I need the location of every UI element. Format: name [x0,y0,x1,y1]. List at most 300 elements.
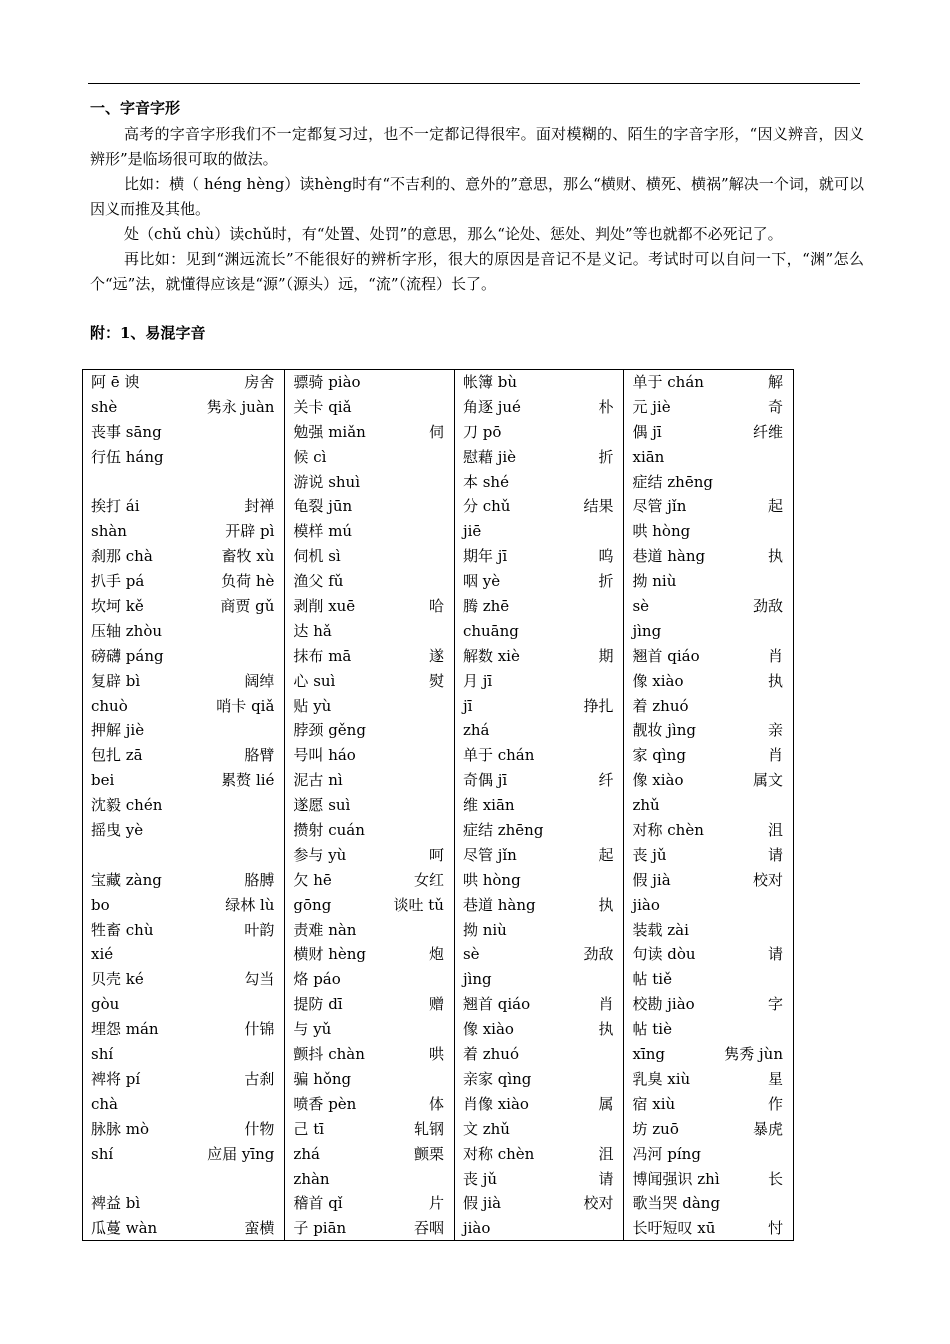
entry-left: 症结 zhēng [462,821,544,840]
table-line [91,1092,274,1117]
table-line [91,544,274,569]
table-line [91,768,274,793]
entry-left: jī [462,696,473,715]
entry-left: 咽 yè [462,572,501,591]
table-line [632,1067,783,1092]
table-line [293,743,444,768]
entry-left: 翘首 qiáo [462,995,531,1014]
entry-left: 剥削 xuē [293,597,356,616]
table-line [632,395,783,420]
table-line [463,519,614,544]
entry-left: 丧 jǔ [632,845,667,864]
entry-right: 忖 [768,1219,784,1238]
entry-left: 心 suì [293,671,336,690]
table-line [293,1092,444,1117]
entry-right: 胳膊 [244,870,275,889]
table-line [293,494,444,519]
table-line [293,395,444,420]
table-line [463,942,614,967]
entry-left: 勉强 miǎn [293,422,366,441]
entry-left: 牲畜 chù [91,920,154,939]
table-line [293,942,444,967]
table-line [91,1167,274,1192]
entry-left: 脖颈 gěng [293,721,366,740]
entry-left: 游说 shuì [293,472,361,491]
entry-left: 哄 hòng [632,522,691,541]
entry-right: 应届 yīng [207,1144,275,1163]
entry-left: 坊 zuō [632,1119,679,1138]
table-line [293,1017,444,1042]
entry-right: 轧钢 [413,1119,444,1138]
table-line [91,1142,274,1167]
table-line [91,644,274,669]
table-line [463,445,614,470]
entry-left: 假 jià [462,1194,502,1213]
table-line [463,470,614,495]
entry-left: 宿 xiù [632,1094,676,1113]
table-line [91,594,274,619]
table-line [632,519,783,544]
entry-left: 巷道 hàng [632,547,706,566]
table-line [463,395,614,420]
table-line [91,1191,274,1216]
table-line [632,918,783,943]
entry-left: 脉脉 mò [91,1119,150,1138]
table-line [632,420,783,445]
entry-left: 假 jià [632,870,671,889]
table-line [293,1067,444,1092]
entry-left: 刹那 chà [91,547,153,566]
table-line [293,669,444,694]
entry-left: 烙 páo [293,970,341,989]
table-line [91,420,274,445]
table-line [463,992,614,1017]
entry-left: 扒手 pá [91,572,145,591]
table-line [91,694,274,719]
table-line [632,1017,783,1042]
entry-right: 畜牧 xù [221,547,275,566]
table-line [632,669,783,694]
entry-right: 什锦 [244,1020,275,1039]
entry-right: 叶韵 [244,920,275,939]
table-line [91,793,274,818]
entry-right: 折 [598,447,614,466]
table-line [632,370,783,395]
entry-left: 伺机 sì [293,547,341,566]
table-line [463,494,614,519]
entry-left: jiào [632,895,660,914]
entry-left: 刀 pō [462,422,502,441]
table-line [463,644,614,669]
table-line [463,743,614,768]
entry-left: 喷香 pèn [293,1094,357,1113]
entry-right: 奇 [768,397,784,416]
entry-left: 翘首 qiáo [632,646,700,665]
entry-left: sè [632,597,650,616]
table-line [91,470,274,495]
table-line [293,370,444,395]
table-line [293,1042,444,1067]
entry-left: 文 zhǔ [462,1119,510,1138]
table-line [91,718,274,743]
table-line [632,1216,783,1241]
entry-left: 攒射 cuán [293,821,365,840]
entry-right: 星 [768,1069,784,1088]
entry-left: 尽管 jǐn [462,845,517,864]
entry-right: 颤栗 [413,1144,444,1163]
table-line [632,818,783,843]
table-line [632,494,783,519]
entry-left: 裨益 bì [91,1194,141,1213]
paragraph-3: 处（chǔ chù）读chǔ时，有“处置、处罚”的意思，那么“论处、惩处、判处”等也就都不必死记了。 [124,225,783,243]
entry-left: 贝壳 ké [91,970,144,989]
entry-left: 靓妆 jìng [632,721,696,740]
entry-left: 抹布 mā [293,646,352,665]
table-column-1 [83,370,284,1240]
entry-right: 期 [598,646,614,665]
entry-right: 负荷 hè [221,572,275,591]
table-line [293,1167,444,1192]
entry-right: 起 [768,497,784,516]
entry-left: 颤抖 chàn [293,1045,365,1064]
table-line [293,544,444,569]
entry-right: 属 [598,1094,614,1113]
entry-right: 体 [428,1094,444,1113]
entry-left: xiān [632,447,665,466]
entry-left: 帐簿 bù [462,373,517,391]
entry-right: 起 [598,845,614,864]
entry-right: 沮 [768,821,784,840]
paragraph-2: 比如：横（ héng hèng）读hèng时有“不吉利的、意外的”意思，那么“横财、横死、横祸”解决一个词，就可以因义而推及其他。 [90,175,864,218]
entry-right: 炮 [428,945,444,964]
entry-left: shàn [91,522,127,541]
table-line [632,694,783,719]
table-line [632,942,783,967]
table-line [463,918,614,943]
table-line [463,893,614,918]
entry-right: 古刹 [244,1069,275,1088]
table-line [91,619,274,644]
entry-left: chuāng [462,621,519,640]
entry-left: 子 piān [293,1219,347,1238]
entry-left: 拗 niù [462,920,507,939]
entry-right: 女红 [413,870,444,889]
entry-right: 折 [598,572,614,591]
table-line [293,818,444,843]
table-line [293,1142,444,1167]
entry-left: gòu [91,995,120,1014]
table-line [463,669,614,694]
entry-left: 遂愿 suì [293,796,351,815]
table-line [632,1142,783,1167]
table-line [632,843,783,868]
entry-left: 着 zhuó [462,1045,519,1064]
entry-right: 呵 [428,845,444,864]
entry-left: 句读 dòu [632,945,696,964]
table-line [293,1191,444,1216]
entry-right: 劲敌 [753,597,784,616]
entry-left: zhá [462,721,490,740]
entry-left: 复辟 bì [91,671,141,690]
entry-left: 泥古 nì [293,771,343,790]
table-line [293,420,444,445]
entry-left: jìng [632,621,662,640]
table-line [293,768,444,793]
entry-right: 属文 [753,771,784,790]
table-line [293,594,444,619]
entry-right: 请 [598,1169,614,1188]
entry-left: 骠骑 piào [293,373,361,391]
pronunciation-table [82,369,794,1241]
entry-left: 腾 zhē [462,597,510,616]
table-line [463,768,614,793]
entry-left: 埋怨 mán [91,1020,159,1039]
table-line [293,694,444,719]
table-line [632,768,783,793]
entry-right: 暴虎 [753,1119,784,1138]
entry-left: 尽管 jǐn [632,497,687,516]
entry-right: 执 [768,671,784,690]
entry-right: 什物 [244,1119,275,1138]
entry-left: 压轴 zhòu [91,621,163,640]
table-line [463,843,614,868]
entry-left: shí [91,1144,114,1163]
entry-right: 沮 [598,1144,614,1163]
entry-right: 肖 [768,746,784,765]
entry-right: 熨 [428,671,444,690]
entry-left: 元 jiè [632,397,671,416]
table-line [293,619,444,644]
entry-right: 执 [598,895,614,914]
table-line [463,1191,614,1216]
table-line [91,1017,274,1042]
entry-left: xié [91,945,114,964]
entry-left: 家 qìng [632,746,686,765]
table-line [463,694,614,719]
table-line [91,1117,274,1142]
table-line [91,445,274,470]
entry-left: 亲家 qìng [462,1069,532,1088]
entry-right: 勾当 [244,970,275,989]
table-line [632,992,783,1017]
table-line [293,967,444,992]
table-line [463,544,614,569]
paragraph-4: 再比如：见到“渊远流长”不能很好的辨析字形，很大的原因是音记不是义记。考试时可以自问一下，“渊”怎么个“远”法，就懂得应该是“源”（源头）远，“流”（流程）长了。 [90,250,864,293]
entry-right: 纤 [598,771,614,790]
table-line [632,743,783,768]
entry-right: 校对 [583,1194,614,1213]
entry-left: jiào [462,1219,491,1238]
table-line [293,893,444,918]
entry-left: zhàn [293,1169,330,1188]
entry-right: 开辟 pì [225,522,275,541]
table-column-2 [284,370,454,1240]
entry-right: 作 [768,1094,784,1113]
entry-left: 行伍 háng [91,447,164,466]
entry-right: 执 [768,547,784,566]
entry-left: xīng [632,1045,666,1064]
table-line [632,1092,783,1117]
entry-right: 蛮横 [244,1219,275,1238]
table-line [463,1017,614,1042]
table-line [463,1117,614,1142]
table-line [632,1117,783,1142]
entry-left: chuò [91,696,128,715]
entry-left: 装载 zài [632,920,689,939]
table-line [632,569,783,594]
entry-left: 月 jī [462,671,493,690]
body-paragraphs [90,122,864,297]
entry-right: 校对 [753,870,784,889]
table-line [293,992,444,1017]
entry-right: 纤维 [753,422,784,441]
entry-right: 封禅 [244,497,275,516]
entry-right: 伺 [428,422,444,441]
entry-left: 包扎 zā [91,746,143,765]
entry-right: 挣扎 [583,696,614,715]
table-line [463,1042,614,1067]
entry-left: 摇曳 yè [91,821,144,840]
entry-left: 奇偶 jī [462,771,508,790]
entry-left: 候 cì [293,447,327,466]
entry-right: 哈 [428,597,444,616]
entry-right: 阔绰 [244,671,275,690]
table-line [632,1191,783,1216]
entry-right: 吞咽 [413,1219,444,1238]
entry-left: 冯河 píng [632,1144,701,1163]
table-line [463,1167,614,1192]
table-line [463,1092,614,1117]
table-line [91,1042,274,1067]
table-line [293,445,444,470]
entry-right: 遂 [428,646,444,665]
entry-left: 维 xiān [462,796,515,815]
entry-right: 呜 [598,547,614,566]
table-line [293,793,444,818]
entry-left: 解数 xiè [462,646,520,665]
entry-left: 哄 hòng [462,870,521,889]
table-line [463,619,614,644]
entry-right: 隽秀 jùn [724,1045,784,1064]
entry-right: 胳臂 [244,746,275,765]
table-line [293,843,444,868]
entry-left: 肖像 xiào [462,1094,529,1113]
table-line [463,1216,614,1241]
table-line [293,644,444,669]
entry-left: bo [91,895,110,914]
entry-right: 哄 [428,1045,444,1064]
table-line [293,470,444,495]
table-line [632,470,783,495]
entry-right: 肖 [768,646,784,665]
entry-right: 请 [768,945,784,964]
table-line [632,967,783,992]
entry-left: 责难 nàn [293,920,357,939]
table-line [91,395,274,420]
entry-left: 着 zhuó [632,696,689,715]
entry-left: zhǔ [632,796,660,815]
entry-left: shí [91,1045,114,1064]
entry-left: 单于 chán [462,746,535,765]
entry-left: 校勘 jiào [632,995,695,1014]
table-line [293,868,444,893]
table-line [632,594,783,619]
entry-right: 片 [428,1194,444,1213]
entry-left: 角逐 jué [462,397,521,416]
table-line [91,1067,274,1092]
entry-left: 博闻强识 zhì [632,1169,720,1188]
table-line [632,1042,783,1067]
entry-right: 哨卡 qiǎ [216,696,275,715]
entry-left: 瓜蔓 wàn [91,1219,158,1238]
entry-left: 参与 yù [293,845,347,864]
table-line [632,644,783,669]
table-line [91,942,274,967]
entry-right: 肖 [598,995,614,1014]
entry-left: 模样 mú [293,522,353,541]
table-line [91,569,274,594]
entry-left: 巷道 hàng [462,895,536,914]
entry-left: 贴 yù [293,696,332,715]
entry-left: 骗 hǒng [293,1069,352,1088]
entry-left: zhá [293,1144,320,1163]
table-line [632,445,783,470]
entry-left: 龟裂 jūn [293,497,353,516]
table-line [632,619,783,644]
table-line [632,793,783,818]
table-line [632,893,783,918]
table-line [463,370,614,395]
table-line [463,818,614,843]
table-line [91,370,274,395]
entry-left: chà [91,1094,119,1113]
entry-left: 磅礴 páng [91,646,164,665]
table-column-3 [454,370,624,1240]
table-line [463,420,614,445]
entry-left: 阿 ē 谀 [91,373,140,391]
entry-left: 宝藏 zàng [91,870,162,889]
table-line [463,793,614,818]
table-line [632,1167,783,1192]
entry-left: jiē [462,522,482,541]
entry-left: 丧事 sāng [91,422,162,441]
entry-left: 裨将 pí [91,1069,141,1088]
table-line [91,1216,274,1241]
entry-left: 拗 niù [632,572,677,591]
entry-left: 渔父 fǔ [293,572,344,591]
table-line [91,843,274,868]
entry-left: 像 xiào [462,1020,514,1039]
table-line [463,967,614,992]
entry-left: 号叫 háo [293,746,356,765]
entry-left: 丧 jǔ [462,1169,498,1188]
entry-left: 偶 jī [632,422,662,441]
entry-right: 字 [768,995,784,1014]
entry-right: 累赘 lié [221,771,275,790]
table-line [293,918,444,943]
table-line [91,918,274,943]
table-line [463,868,614,893]
entry-left: 单于 chán [632,373,704,391]
table-line [91,743,274,768]
entry-right: 结果 [583,497,614,516]
table-line [632,544,783,569]
entry-right: 绿林 lù [225,895,275,914]
entry-left: 本 shé [462,472,509,491]
entry-left: 对称 chèn [462,1144,535,1163]
table-line [293,519,444,544]
table-line [463,1142,614,1167]
